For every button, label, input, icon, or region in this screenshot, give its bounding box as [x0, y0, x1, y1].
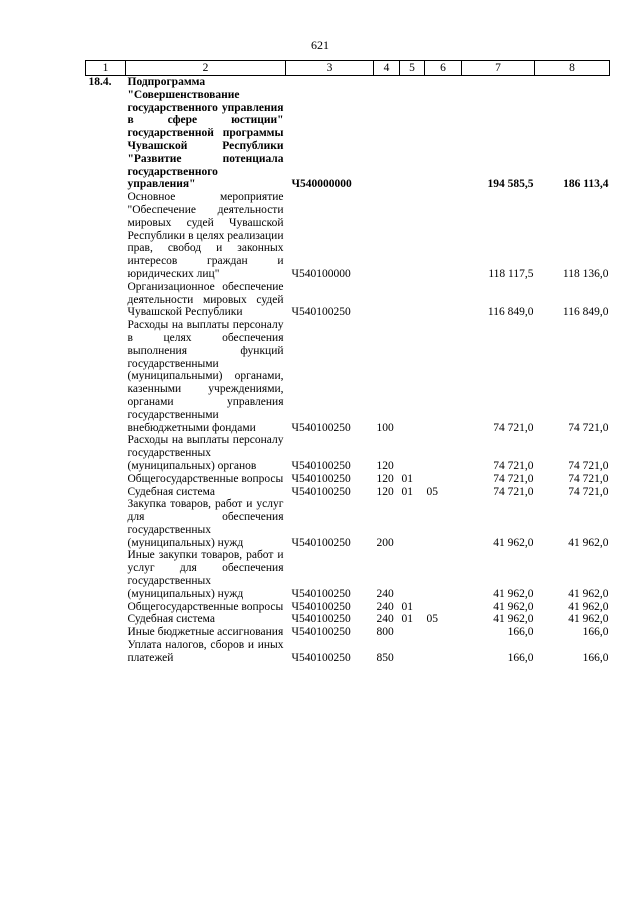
row-number — [86, 639, 126, 665]
expense-group: 120 — [376, 472, 394, 485]
col-header-5: 5 — [400, 61, 425, 76]
section-code: 01 — [401, 600, 413, 613]
target-article-code: Ч540100250 — [291, 459, 351, 472]
subsection-code — [425, 498, 462, 549]
section-code — [400, 639, 425, 665]
amount-year-2: 74 721,0 — [568, 485, 609, 498]
target-article-code: Ч540100250 — [291, 626, 351, 639]
row-number — [86, 191, 126, 281]
table-row — [86, 434, 610, 472]
row-name: Иные бюджетные ассигнования — [127, 626, 284, 639]
row-name: Общегосударственные вопросы — [127, 472, 284, 485]
subsection-code — [425, 191, 462, 281]
amount-year-2: 166,0 — [582, 651, 609, 664]
target-article-code: Ч540100250 — [291, 306, 351, 319]
expense-group — [374, 76, 400, 192]
amount-year-2: 41 962,0 — [568, 536, 609, 549]
table-row — [86, 639, 610, 665]
subsection-code — [425, 549, 462, 600]
subsection-code — [425, 626, 462, 639]
row-name: Иные закупки товаров, работ и услуг для обеспечения государственных (муниципальных) нужд — [127, 549, 284, 600]
row-number — [86, 498, 126, 549]
amount-year-1: 74 721,0 — [493, 421, 534, 434]
amount-year-1: 118 117,5 — [488, 267, 534, 280]
target-article-code: Ч540100000 — [291, 267, 351, 280]
target-article-code: Ч540100250 — [291, 421, 351, 434]
amount-year-1: 74 721,0 — [493, 459, 534, 472]
subsection-code — [425, 473, 462, 486]
row-number — [86, 319, 126, 434]
expense-group: 240 — [376, 600, 394, 613]
amount-year-2: 41 962,0 — [568, 587, 609, 600]
subsection-code — [425, 281, 462, 319]
amount-year-1: 41 962,0 — [493, 587, 534, 600]
row-number — [86, 486, 126, 499]
table-row — [86, 486, 610, 499]
amount-year-2: 74 721,0 — [568, 472, 609, 485]
row-number — [86, 549, 126, 600]
amount-year-1: 166,0 — [507, 626, 534, 639]
amount-year-1: 166,0 — [507, 651, 534, 664]
target-article-code: Ч540100250 — [291, 651, 351, 664]
col-header-7: 7 — [462, 61, 535, 76]
subsection-code — [425, 639, 462, 665]
target-article-code: Ч540100250 — [291, 613, 351, 626]
col-header-6: 6 — [425, 61, 462, 76]
expense-group: 100 — [376, 421, 394, 434]
section-code: 01 — [401, 613, 413, 626]
table-row — [86, 473, 610, 486]
row-name: Основное мероприятие "Обеспечение деятельности мировых судей Чувашской Республики в целях реализации прав, свобод и законных интересов граждан и юридических лиц" — [127, 191, 284, 280]
subsection-code — [425, 319, 462, 434]
table-row — [86, 613, 610, 626]
expense-group: 800 — [376, 626, 394, 639]
col-header-4: 4 — [374, 61, 400, 76]
amount-year-2: 74 721,0 — [568, 459, 609, 472]
amount-year-1: 194 585,5 — [487, 178, 534, 191]
section-code — [400, 76, 425, 192]
expense-group: 240 — [376, 613, 394, 626]
expense-group: 850 — [376, 651, 394, 664]
table-row — [86, 319, 610, 434]
section-code — [400, 498, 425, 549]
column-number-row — [86, 61, 610, 76]
row-number — [86, 281, 126, 319]
col-header-1: 1 — [86, 61, 126, 76]
amount-year-2: 118 136,0 — [562, 267, 609, 280]
row-number — [86, 613, 126, 626]
subsection-code — [425, 76, 462, 192]
row-number: 18.4. — [88, 76, 112, 88]
row-name: Общегосударственные вопросы — [127, 600, 284, 613]
target-article-code: Ч540100250 — [291, 536, 351, 549]
table-row — [86, 281, 610, 319]
row-number — [86, 434, 126, 472]
col-header-2: 2 — [126, 61, 286, 76]
amount-year-1: 116 849,0 — [487, 306, 534, 319]
section-code — [400, 434, 425, 472]
target-article-code: Ч540100250 — [291, 587, 351, 600]
row-name: Расходы на выплаты персоналу государственных (муниципальных) органов — [127, 434, 284, 472]
expense-group: 120 — [376, 485, 394, 498]
amount-year-1: 41 962,0 — [493, 600, 534, 613]
page-number: 621 — [311, 38, 329, 52]
subsection-code: 05 — [426, 613, 438, 626]
col-header-8: 8 — [535, 61, 610, 76]
section-code — [400, 281, 425, 319]
amount-year-1: 74 721,0 — [493, 485, 534, 498]
section-code — [400, 626, 425, 639]
expense-group: 120 — [376, 459, 394, 472]
expense-group — [374, 191, 400, 281]
section-code — [400, 319, 425, 434]
amount-year-2: 186 113,4 — [563, 178, 609, 191]
row-name: Закупка товаров, работ и услуг для обеспечения государственных (муниципальных) нужд — [127, 498, 284, 549]
subsection-code: 05 — [426, 485, 438, 498]
row-name: Судебная система — [127, 485, 215, 498]
col-header-3: 3 — [286, 61, 374, 76]
row-name: Судебная система — [127, 613, 215, 626]
amount-year-2: 41 962,0 — [568, 613, 609, 626]
subsection-code — [425, 434, 462, 472]
row-name: Подпрограмма "Совершенствование государственного управления в сфере юстиции" государственной программы Чувашской Республики "Развитие потенциала государственного управления" — [127, 76, 284, 191]
target-article-code: Ч540100250 — [291, 485, 351, 498]
subsection-code — [425, 601, 462, 614]
target-article-code: Ч540100250 — [291, 472, 351, 485]
section-code: 01 — [401, 485, 413, 498]
target-article-code: Ч540100250 — [291, 600, 351, 613]
target-article-code: Ч540000000 — [291, 178, 352, 191]
amount-year-1: 41 962,0 — [493, 613, 534, 626]
table-row — [86, 498, 610, 549]
row-number — [86, 601, 126, 614]
table-row — [86, 601, 610, 614]
budget-table — [85, 60, 610, 665]
row-name: Уплата налогов, сборов и иных платежей — [127, 639, 284, 664]
section-code — [400, 549, 425, 600]
amount-year-2: 166,0 — [582, 626, 609, 639]
table-row — [86, 191, 610, 281]
section-code — [400, 191, 425, 281]
amount-year-2: 74 721,0 — [568, 421, 609, 434]
table-row — [86, 626, 610, 639]
amount-year-2: 41 962,0 — [568, 600, 609, 613]
expense-group: 200 — [376, 536, 394, 549]
row-name: Организационное обеспечение деятельности мировых судей Чувашской Республики — [127, 280, 284, 319]
amount-year-1: 74 721,0 — [493, 472, 534, 485]
expense-group: 240 — [376, 587, 394, 600]
amount-year-1: 41 962,0 — [493, 536, 534, 549]
amount-year-2: 116 849,0 — [562, 306, 609, 319]
row-number — [86, 473, 126, 486]
row-number — [86, 626, 126, 639]
table-row — [86, 76, 610, 192]
section-code: 01 — [401, 472, 413, 485]
expense-group — [374, 281, 400, 319]
row-name: Расходы на выплаты персоналу в целях обеспечения выполнения функций государственными (муниципальными) органами, казенными учреждениями, органами управления государственными внебюджетными фондами — [127, 319, 284, 434]
table-row — [86, 549, 610, 600]
